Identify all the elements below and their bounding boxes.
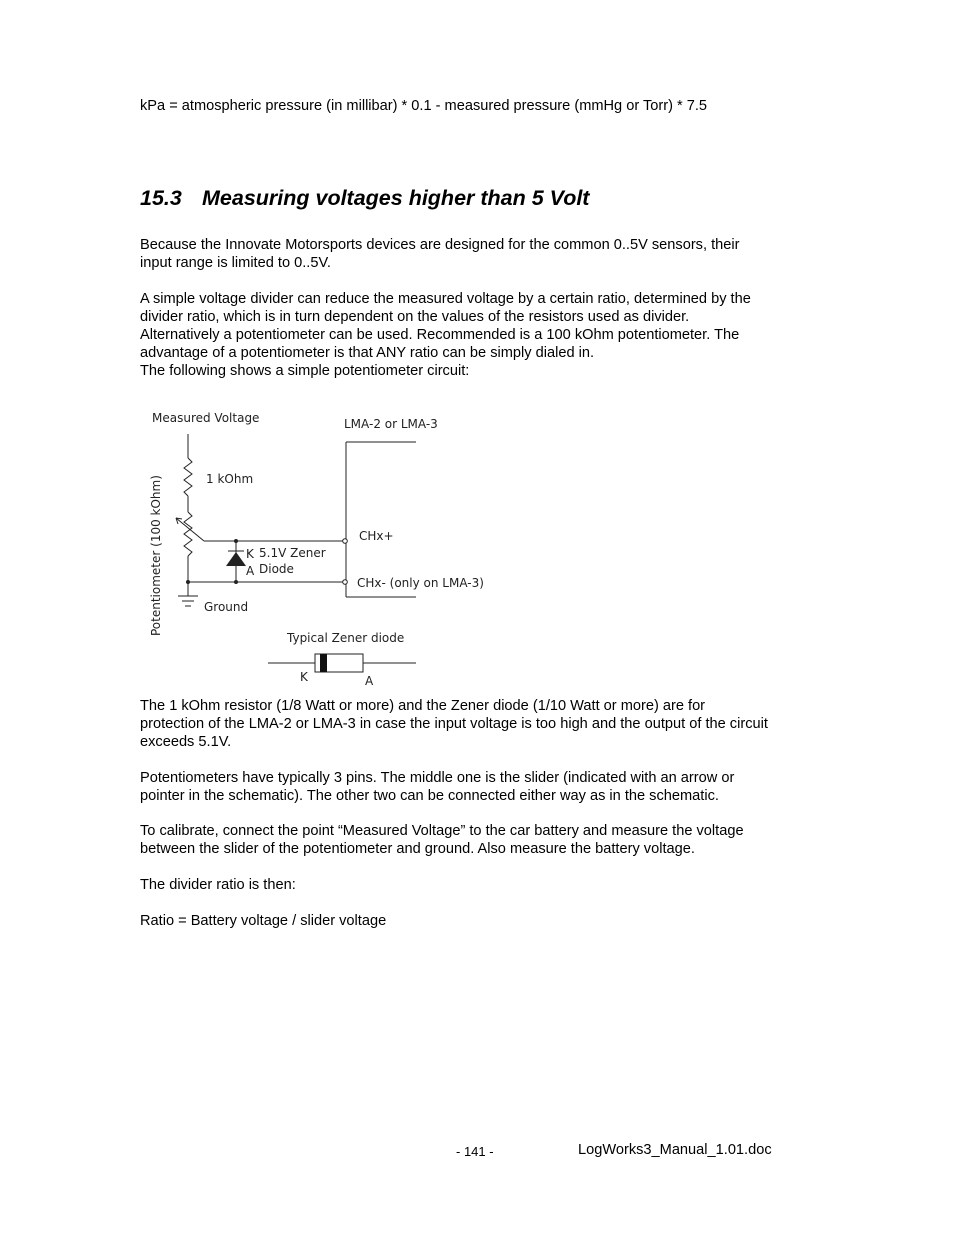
paragraph-divider-ratio: The divider ratio is then: — [140, 877, 296, 893]
label-zener-line2: Diode — [259, 562, 294, 576]
label-pin-a: A — [365, 674, 374, 688]
label-chx-minus: CHx- (only on LMA-3) — [357, 576, 484, 590]
label-device: LMA-2 or LMA-3 — [344, 417, 438, 431]
footer-page-number: - 141 - — [456, 1144, 494, 1159]
label-resistor: 1 kOhm — [206, 472, 254, 486]
label-potentiometer: Potentiometer (100 kOhm) — [149, 475, 163, 636]
label-zener-line1: 5.1V Zener — [259, 546, 326, 560]
label-typical-zener: Typical Zener diode — [287, 631, 405, 645]
paragraph-calibrate: To calibrate, connect the point “Measured Voltage” to the car battery and measure the voltage between the slider of the potentiometer and ground. Also measure the battery voltage. — [140, 823, 744, 857]
paragraph-voltage-divider: A simple voltage divider can reduce the measured voltage by a certain ratio, determined by the divider ratio, which is in turn dependent on the values of the resistors used as divider. Alternatively a potentiometer can be used. Recommended is a 100 kOhm potentiometer. The advantage of a potentiometer is that ANY ratio can be simply dialed in. The following shows a simple potentiometer circuit: — [140, 291, 751, 379]
label-zener-a: A — [246, 564, 255, 578]
formula-text: kPa = atmospheric pressure (in millibar) * 0.1 - measured pressure (mmHg or Torr) * 7.5 — [140, 98, 708, 114]
label-measured-voltage: Measured Voltage — [152, 411, 260, 425]
potentiometer-circuit-schematic — [140, 398, 510, 690]
label-zener-k: K — [246, 547, 254, 561]
footer-filename: LogWorks3_Manual_1.01.doc — [578, 1142, 772, 1158]
label-chx-plus: CHx+ — [359, 529, 394, 543]
paragraph-protection: The 1 kOhm resistor (1/8 Watt or more) and the Zener diode (1/10 Watt or more) are for protection of the LMA-2 or LMA-3 in case the input voltage is too high and the output of the circuit exceeds 5.1V. — [140, 698, 768, 750]
paragraph-input-range: Because the Innovate Motorsports devices are designed for the common 0..5V sensors, their input range is limited to 0..5V. — [140, 237, 740, 271]
paragraph-potentiometer-pins: Potentiometers have typically 3 pins. The middle one is the slider (indicated with an arrow or pointer in the schematic). The other two can be connected either way as in the schematic. — [140, 770, 735, 804]
label-ground: Ground — [204, 600, 249, 614]
section-heading: 15.3 Measuring voltages higher than 5 Volt — [140, 186, 590, 210]
paragraph-ratio-formula: Ratio = Battery voltage / slider voltage — [140, 913, 387, 929]
label-pin-k: K — [300, 670, 308, 684]
